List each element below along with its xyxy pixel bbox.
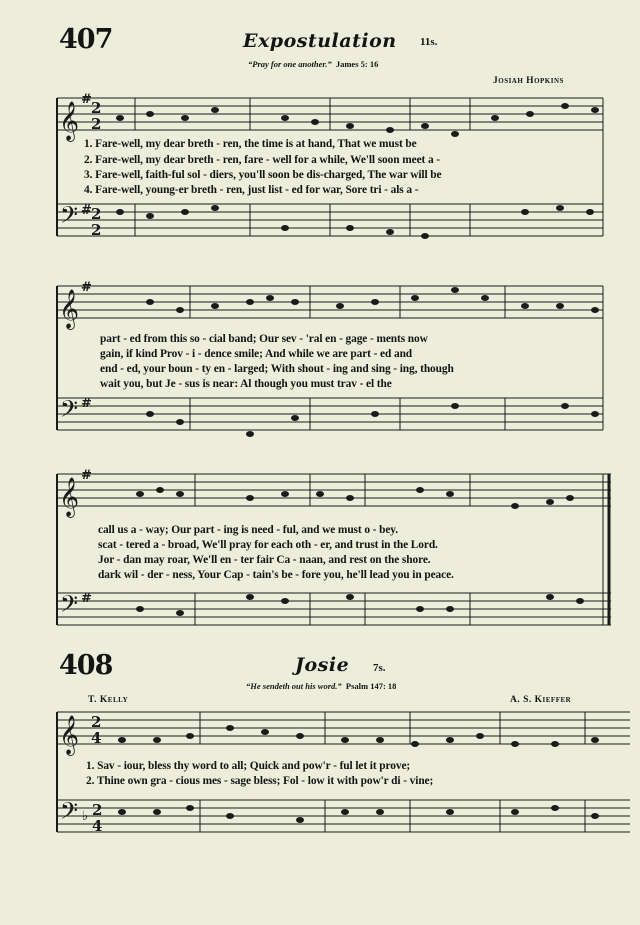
svg-text:𝄢: 𝄢	[60, 797, 79, 830]
svg-text:2: 2	[91, 115, 102, 133]
lyric-line: 1. Sav - iour, bless thy word to all; Quick and pow'r - ful let it prove;	[86, 760, 411, 772]
hymn-number: 408	[59, 650, 113, 681]
hymn-meter: 7s.	[373, 662, 386, 674]
svg-text:2: 2	[91, 205, 102, 223]
hymn-title: Expostulation	[243, 30, 397, 52]
scripture-reference: Psalm 147: 18	[345, 681, 397, 691]
svg-text:𝄞: 𝄞	[59, 477, 80, 517]
svg-text:𝄞: 𝄞	[59, 101, 80, 141]
composer-name: Josiah Hopkins	[493, 76, 564, 86]
lyric-line: 4. Fare-well, young-er breth - ren, just list - ed for war, Sore tri - als a -	[84, 184, 419, 196]
svg-text:2: 2	[91, 99, 102, 117]
svg-text:𝄞: 𝄞	[59, 289, 80, 329]
lyric-line: 1. Fare-well, my dear breth - ren, the time is at hand, That we must be	[84, 138, 417, 150]
lyric-line: call us a - way; Our part - ing is need - ful, and we must o - bey.	[98, 524, 399, 536]
svg-text:#: #	[81, 591, 92, 606]
time-signature	[91, 99, 102, 835]
lyric-line: gain, if kind Prov - i - dence smile; And while we are part - ed and	[100, 348, 413, 360]
lyric-line: part - ed from this so - cial band; Our sev - 'ral en - gage - ments now	[100, 333, 428, 345]
svg-text:#: #	[81, 280, 92, 295]
svg-text:♭: ♭	[82, 809, 89, 824]
svg-text:𝄢: 𝄢	[60, 201, 79, 234]
clef-glyphs	[59, 101, 79, 830]
lyric-line: wait you, but Je - sus is near: Al though you must trav - el the	[100, 378, 392, 390]
scripture-text: “He sendeth out his word.”	[246, 681, 342, 691]
svg-text:𝄢: 𝄢	[60, 395, 79, 428]
svg-text:2: 2	[92, 801, 103, 819]
lyric-line: 2. Fare-well, my dear breth - ren, fare - well for a while, We'll soon meet a -	[84, 154, 441, 166]
scripture-text: “Pray for one another.”	[248, 59, 332, 69]
noteheads	[116, 103, 599, 823]
composer-name: A. S. Kieffer	[510, 695, 572, 705]
lyric-line: 3. Fare-well, faith-ful sol - diers, you'll soon be dis-charged, The war will be	[84, 169, 442, 181]
svg-text:#: #	[81, 468, 92, 483]
svg-text:#: #	[81, 396, 92, 411]
svg-text:2: 2	[91, 221, 102, 239]
hymn-meter: 11s.	[420, 36, 438, 48]
scripture-reference: James 5: 16	[335, 59, 379, 69]
svg-text:#: #	[81, 92, 92, 107]
scripture-quote	[246, 681, 396, 691]
svg-text:𝄞: 𝄞	[59, 715, 80, 755]
svg-text:𝄢: 𝄢	[60, 590, 79, 623]
lyric-line: dark wil - der - ness, Your Cap - tain's be - fore you, he'll lead you in peace.	[98, 569, 454, 581]
svg-text:2: 2	[91, 713, 102, 731]
hymn-title: Josie	[295, 654, 350, 676]
svg-text:#: #	[81, 203, 92, 218]
hymn-number: 407	[59, 24, 113, 55]
lyric-line: 2. Thine own gra - cious mes - sage bless; Fol - low it with pow'r di - vine;	[86, 775, 434, 787]
svg-text:4: 4	[91, 729, 102, 747]
lyric-line: scat - tered a - broad, We'll pray for each oth - er, and trust in the Lord.	[98, 539, 438, 551]
author-name: T. Kelly	[88, 695, 129, 705]
svg-text:4: 4	[92, 817, 103, 835]
lyric-line: end - ed, your boun - ty en - larged; With shout - ing and sing - ing, though	[100, 363, 454, 375]
lyric-line: Jor - dan may roar, We'll en - ter fair Ca - naan, and rest on the shore.	[98, 554, 431, 566]
